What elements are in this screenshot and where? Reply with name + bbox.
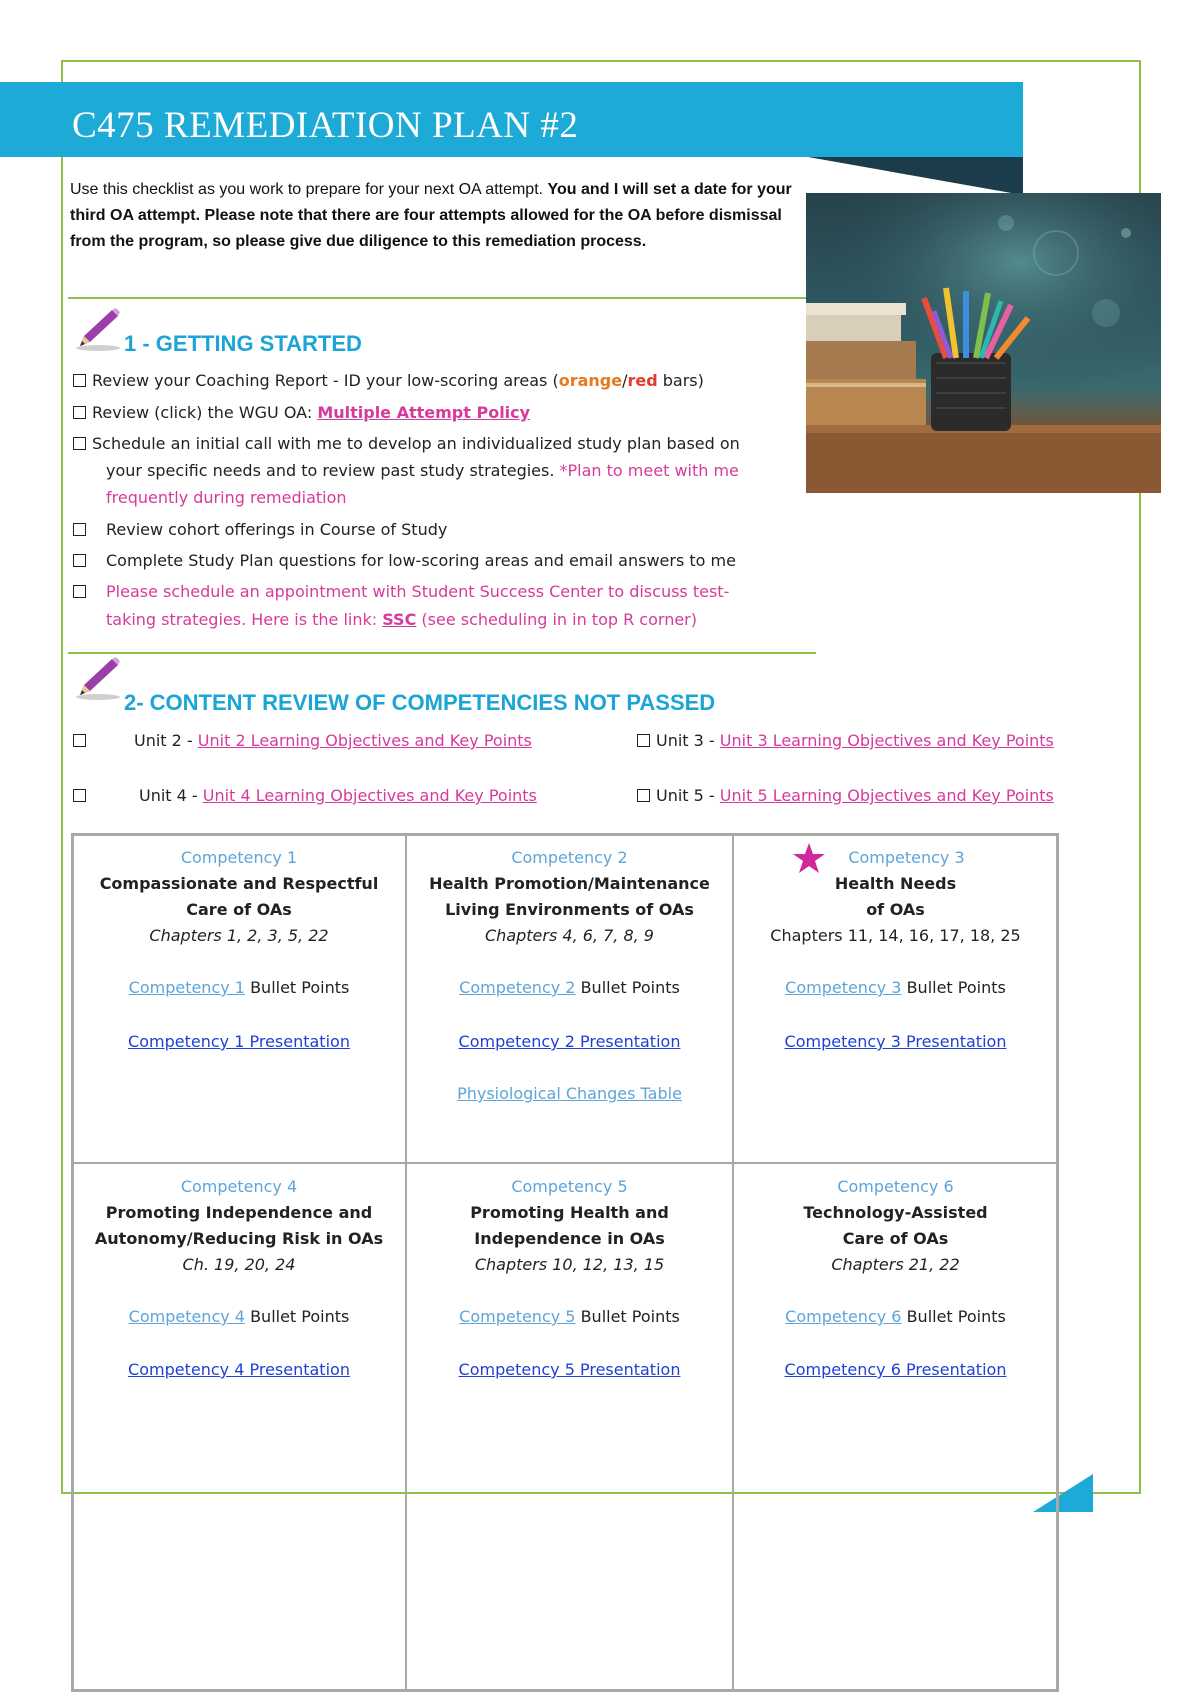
checklist-item[interactable]: Review (click) the WGU OA: Multiple Attempt Policy bbox=[73, 399, 530, 426]
competency-cell-3: Competency 3 Health Needs of OAs Chapters 11, 14, 16, 17, 18, 25 Competency 3 Bullet Points Competency 3 Presentation bbox=[734, 845, 1057, 1055]
competency-label: Competency 1 bbox=[180, 848, 298, 867]
competency-chapters: Ch. 19, 20, 24 bbox=[182, 1255, 296, 1274]
pencil-icon bbox=[74, 306, 122, 352]
unit-3-link[interactable]: Unit 3 Learning Objectives and Key Points bbox=[719, 731, 1054, 750]
unit-item[interactable]: Unit 4 - Unit 4 Learning Objectives and Key Points bbox=[73, 782, 537, 809]
checkbox[interactable] bbox=[73, 585, 86, 598]
presentation-link[interactable]: Competency 2 Presentation bbox=[458, 1032, 681, 1051]
checklist-item[interactable]: Review cohort offerings in Course of Study bbox=[73, 516, 447, 543]
competency-label: Competency 4 bbox=[180, 1177, 298, 1196]
bullet-points-link[interactable]: Competency 4 bbox=[128, 1307, 245, 1326]
unit-item[interactable]: Unit 3 - Unit 3 Learning Objectives and Key Points bbox=[637, 727, 1054, 754]
checklist-item-continued: your specific needs and to review past study strategies. *Plan to meet with me bbox=[106, 461, 739, 480]
section-heading-content-review: 2- CONTENT REVIEW OF COMPETENCIES NOT PASSED bbox=[124, 690, 716, 715]
checkbox[interactable] bbox=[637, 789, 650, 802]
presentation-link[interactable]: Competency 5 Presentation bbox=[458, 1360, 681, 1379]
competency-title: Care of OAs bbox=[842, 1229, 949, 1248]
competency-title: Compassionate and Respectful bbox=[99, 874, 379, 893]
competency-title: Promoting Health and bbox=[470, 1203, 669, 1222]
competency-chapters: Chapters 1, 2, 3, 5, 22 bbox=[149, 926, 329, 945]
bullet-points-link[interactable]: Competency 3 bbox=[785, 978, 902, 997]
multiple-attempt-policy-link[interactable]: Multiple Attempt Policy bbox=[317, 403, 531, 422]
checklist-item[interactable]: Please schedule an appointment with Student Success Center to discuss test- bbox=[73, 578, 729, 605]
bullet-points-link[interactable]: Competency 1 bbox=[128, 978, 245, 997]
checklist-item[interactable]: Review your Coaching Report - ID your low-scoring areas (orange/red bars) bbox=[73, 367, 704, 394]
divider bbox=[68, 652, 816, 654]
competency-title: Independence in OAs bbox=[474, 1229, 665, 1248]
competency-chapters: Chapters 21, 22 bbox=[831, 1255, 960, 1274]
competency-label: Competency 5 bbox=[511, 1177, 628, 1196]
checkbox[interactable] bbox=[73, 406, 86, 419]
intro-paragraph bbox=[70, 177, 815, 255]
checkbox[interactable] bbox=[73, 523, 86, 536]
competency-cell-4: Competency 4 Promoting Independence and Autonomy/Reducing Risk in OAs Ch. 19, 20, 24 Competency 4 Bullet Points Competency 4 Presentation bbox=[73, 1174, 405, 1383]
page-title: C475 REMEDIATION PLAN #2 bbox=[72, 105, 579, 146]
unit-item[interactable]: Unit 5 - Unit 5 Learning Objectives and Key Points bbox=[637, 782, 1054, 809]
competency-title: Health Promotion/Maintenance bbox=[429, 874, 710, 893]
presentation-link[interactable]: Competency 1 Presentation bbox=[128, 1032, 350, 1051]
competency-cell-5: Competency 5 Promoting Health and Independence in OAs Chapters 10, 12, 13, 15 Competency 5 Bullet Points Competency 5 Presentation bbox=[407, 1174, 732, 1383]
checklist-item-continued: taking strategies. Here is the link: SSC (see scheduling in in top R corner) bbox=[106, 610, 697, 629]
competency-cell-6: Competency 6 Technology-Assisted Care of OAs Chapters 21, 22 Competency 6 Bullet Points Competency 6 Presentation bbox=[734, 1174, 1057, 1383]
competency-cell-1: Competency 1 Compassionate and Respectful Care of OAs Chapters 1, 2, 3, 5, 22 Competency 1 Bullet Points Competency 1 Presentation bbox=[73, 845, 405, 1055]
competency-chapters: Chapters 4, 6, 7, 8, 9 bbox=[485, 926, 654, 945]
competency-title: Technology-Assisted bbox=[803, 1203, 988, 1222]
competency-chapters: Chapters 10, 12, 13, 15 bbox=[474, 1255, 665, 1274]
competency-chapters: Chapters 11, 14, 16, 17, 18, 25 bbox=[770, 926, 1021, 945]
checkbox[interactable] bbox=[637, 734, 650, 747]
intro-text: Use this checklist as you work to prepare for your next OA attempt. bbox=[70, 181, 548, 198]
unit-2-link[interactable]: Unit 2 Learning Objectives and Key Points bbox=[197, 731, 532, 750]
checkbox[interactable] bbox=[73, 734, 86, 747]
competency-title: Care of OAs bbox=[186, 900, 292, 919]
unit-4-link[interactable]: Unit 4 Learning Objectives and Key Points bbox=[202, 786, 537, 805]
checklist-item[interactable]: Schedule an initial call with me to develop an individualized study plan based on bbox=[73, 430, 740, 457]
checkbox[interactable] bbox=[73, 374, 86, 387]
presentation-link[interactable]: Competency 6 Presentation bbox=[784, 1360, 1007, 1379]
competency-label: Competency 6 bbox=[837, 1177, 954, 1196]
checklist-item-continued: frequently during remediation bbox=[106, 488, 347, 507]
checkbox[interactable] bbox=[73, 437, 86, 450]
competency-title: of OAs bbox=[866, 900, 925, 919]
physiological-changes-link[interactable]: Physiological Changes Table bbox=[457, 1084, 682, 1103]
competency-title: Autonomy/Reducing Risk in OAs bbox=[94, 1229, 384, 1248]
competency-label: Competency 2 bbox=[511, 848, 628, 867]
checkbox[interactable] bbox=[73, 554, 86, 567]
pencil-icon bbox=[74, 655, 122, 701]
ssc-link[interactable]: SSC bbox=[382, 610, 417, 629]
competency-label: Competency 3 bbox=[848, 848, 965, 867]
table-divider bbox=[73, 1162, 1057, 1164]
presentation-link[interactable]: Competency 4 Presentation bbox=[128, 1360, 350, 1379]
competency-cell-2: Competency 2 Health Promotion/Maintenance Living Environments of OAs Chapters 4, 6, 7, 8, 9 Competency 2 Bullet Points Competency 2 Presentation Physiological Changes Table bbox=[407, 845, 732, 1107]
checkbox[interactable] bbox=[73, 789, 86, 802]
classroom-photo bbox=[806, 193, 1161, 493]
unit-item[interactable]: Unit 2 - Unit 2 Learning Objectives and Key Points bbox=[73, 727, 532, 754]
competency-title: Health Needs bbox=[834, 874, 957, 893]
competency-title: Living Environments of OAs bbox=[445, 900, 694, 919]
unit-5-link[interactable]: Unit 5 Learning Objectives and Key Points bbox=[719, 786, 1054, 805]
bullet-points-link[interactable]: Competency 6 bbox=[785, 1307, 902, 1326]
section-heading-getting-started: 1 - GETTING STARTED bbox=[124, 331, 362, 356]
banner-accent bbox=[808, 157, 1023, 195]
presentation-link[interactable]: Competency 3 Presentation bbox=[784, 1032, 1007, 1051]
intro-bold-text: You and I will set a date for your third OA attempt. Please note that there are four attempts allowed for the OA before dismissal from the program, so please give due diligence to this remediation process. bbox=[70, 181, 792, 250]
competency-title: Promoting Independence and bbox=[105, 1203, 373, 1222]
checklist-item[interactable]: Complete Study Plan questions for low-scoring areas and email answers to me bbox=[73, 547, 736, 574]
bullet-points-link[interactable]: Competency 5 bbox=[459, 1307, 576, 1326]
bullet-points-link[interactable]: Competency 2 bbox=[459, 978, 576, 997]
divider bbox=[68, 297, 816, 299]
